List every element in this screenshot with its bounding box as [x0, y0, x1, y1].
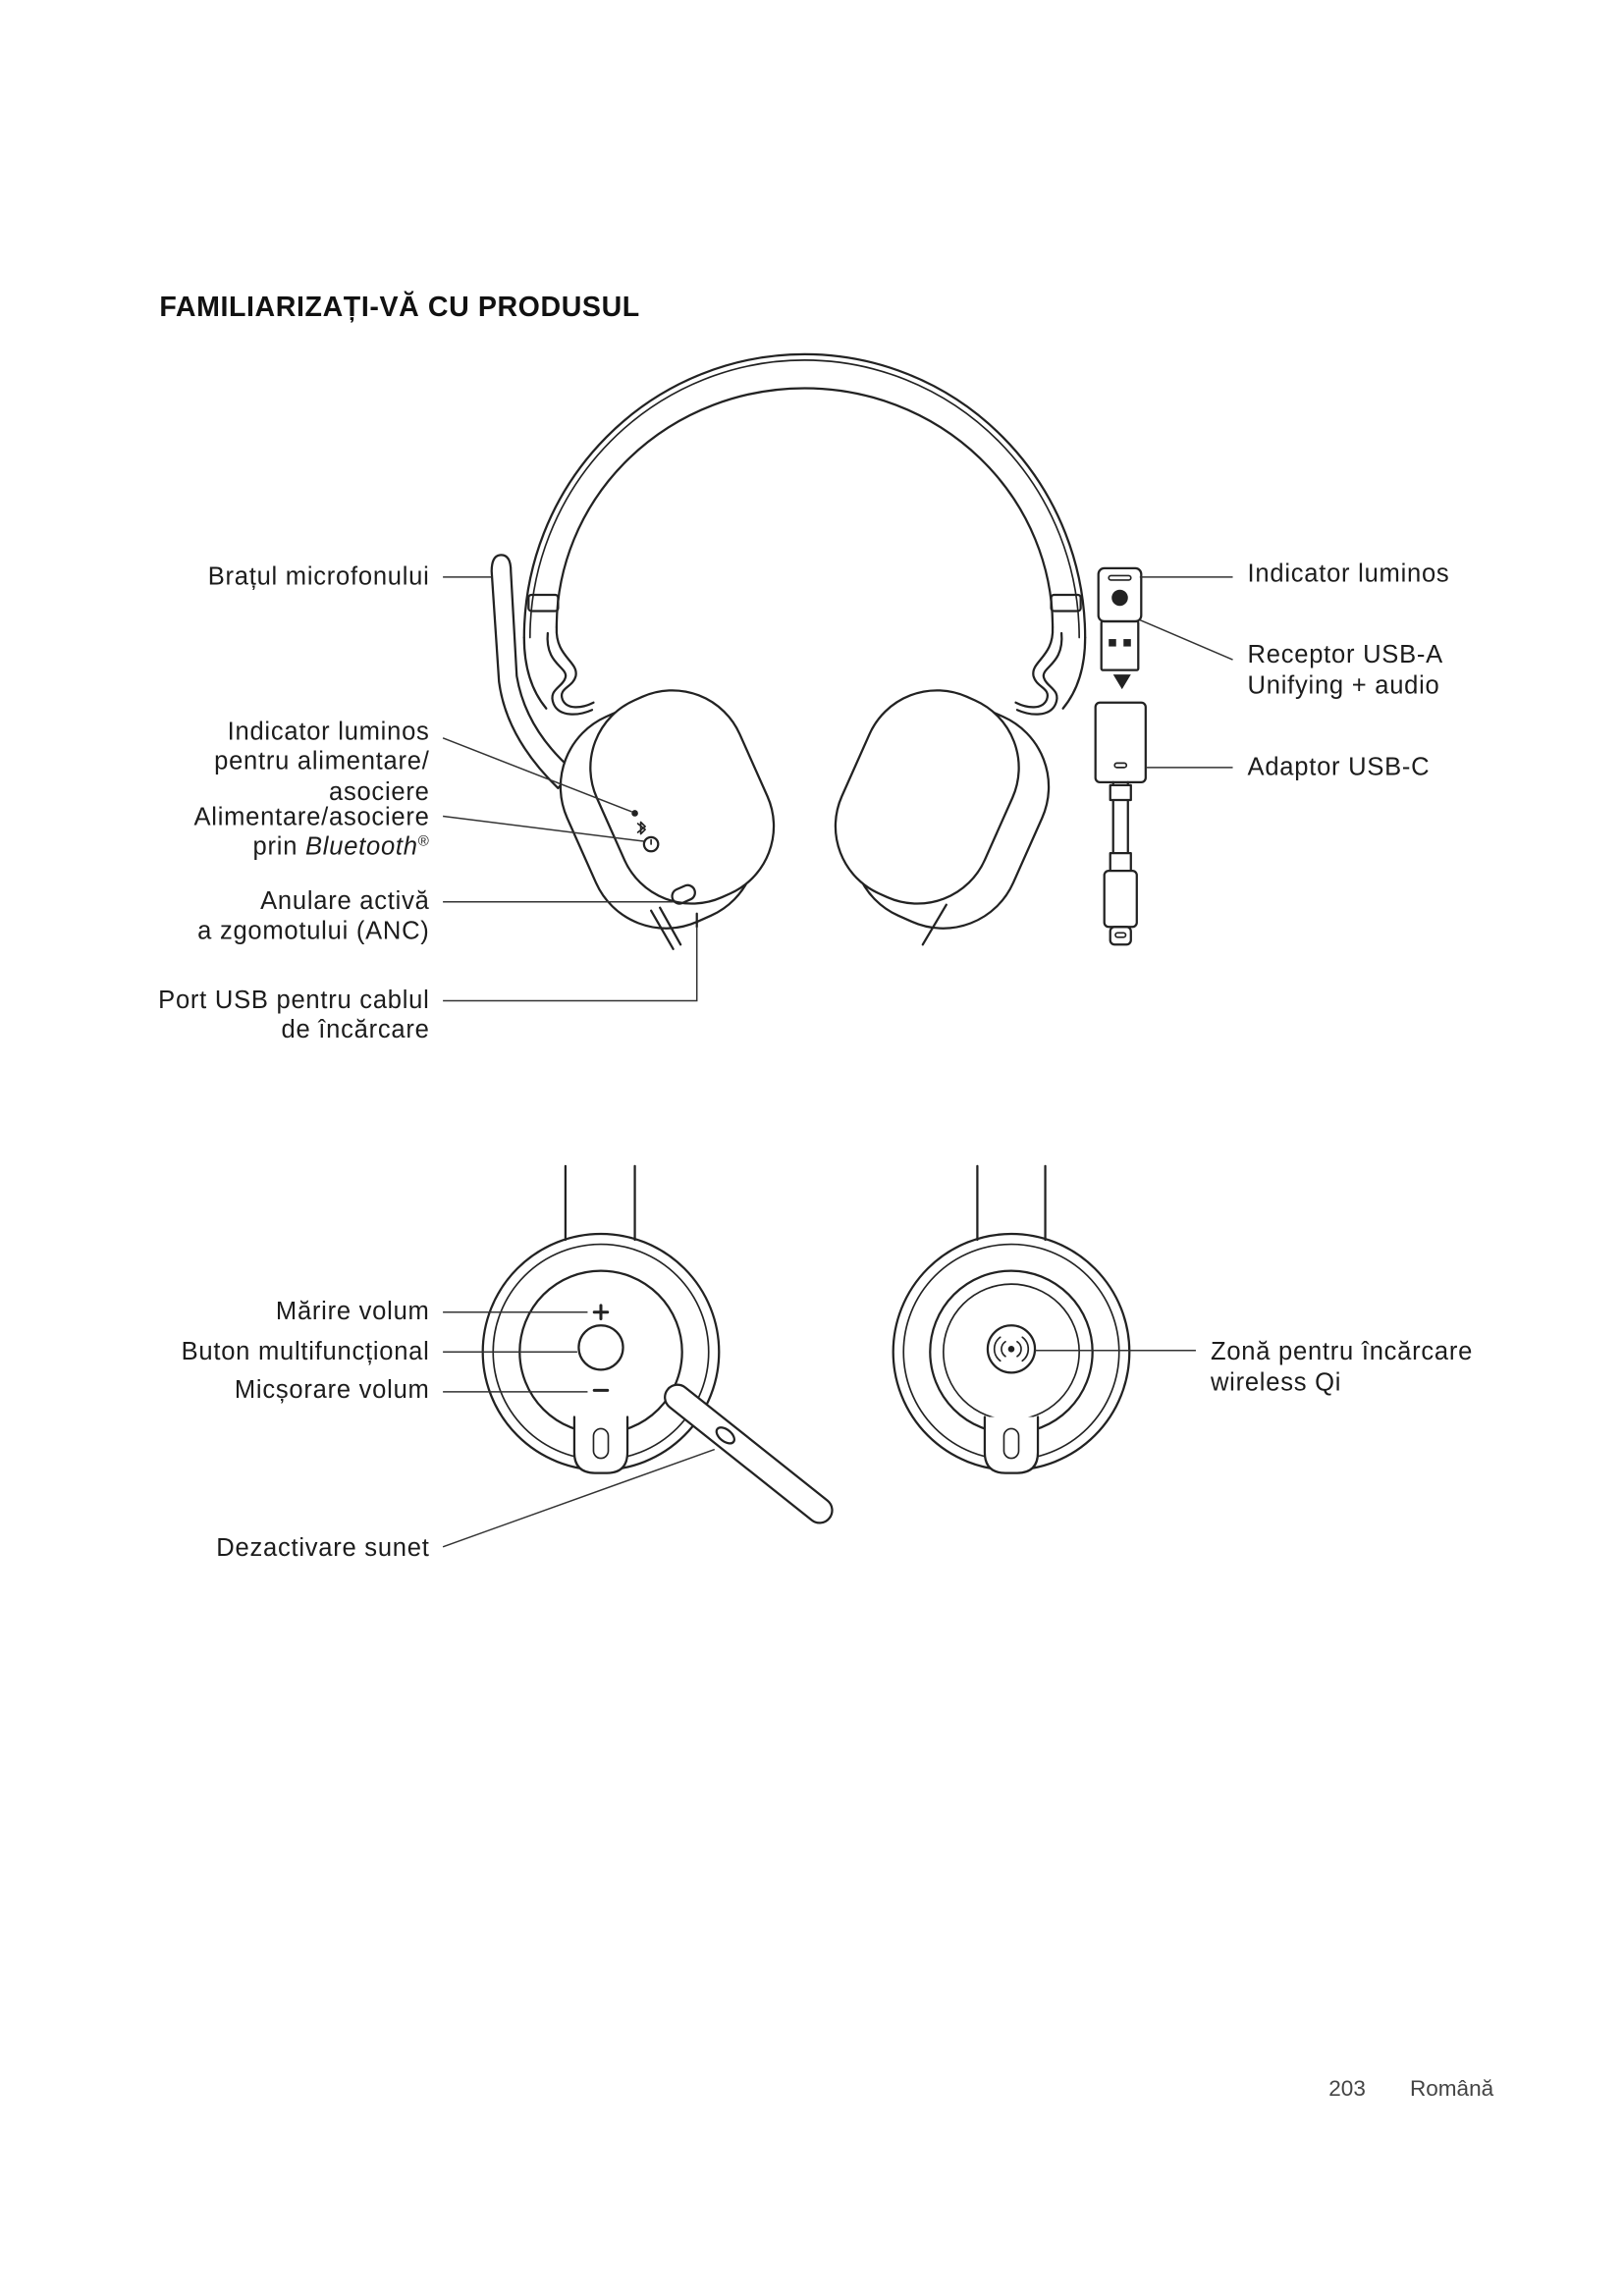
side-view-right: [893, 1166, 1130, 1473]
label-receiver-light: Indicator luminos: [1247, 560, 1450, 588]
side-view-left: [483, 1166, 838, 1528]
headband: [524, 354, 1085, 638]
label-receiver-line2: Unifying + audio: [1247, 671, 1440, 700]
label-volume-down: Micșorare volum: [234, 1375, 430, 1404]
right-yoke: [1015, 627, 1085, 715]
label-adapter: Adaptor USB-C: [1247, 753, 1431, 781]
page-number: 203: [1328, 2076, 1366, 2102]
right-side-band: [977, 1166, 1045, 1240]
logitech-logo-icon: [1111, 590, 1128, 607]
label-bluetooth-prefix: prin: [252, 832, 306, 861]
headset-front-diagram: [492, 354, 1146, 953]
label-bluetooth-button-line1: Alimentare/asociere: [193, 803, 430, 831]
leader-line-usb-port: [443, 927, 697, 1000]
usb-a-receiver: [1099, 568, 1142, 670]
label-multifunction: Buton multifuncțional: [181, 1337, 430, 1365]
label-qi-line1: Zonă pentru încărcare: [1210, 1337, 1474, 1365]
label-volume-up: Mărire volum: [275, 1298, 430, 1326]
leader-line-receiver: [1140, 620, 1233, 661]
left-ear-cup: [536, 667, 797, 952]
label-bluetooth-button-line2: [253, 833, 430, 861]
side-mic-boom: [660, 1380, 838, 1528]
label-status-light-line3: asociere: [328, 777, 430, 806]
label-anc-line1: Anulare activă: [260, 887, 430, 916]
label-bluetooth-registered-mark: ®: [417, 832, 430, 850]
label-status-light-line1: Indicator luminos: [227, 718, 430, 746]
usb-c-adapter: [1096, 703, 1146, 945]
label-usb-port-line2: de încărcare: [281, 1016, 430, 1044]
label-status-light-line2: pentru alimentare/: [214, 747, 430, 775]
label-receiver-line1: Receptor USB-A: [1247, 641, 1443, 669]
label-usb-port-line1: Port USB pentru cablul: [158, 986, 430, 1014]
receiver-light: [1109, 575, 1131, 580]
label-mic-boom: Brațul microfonului: [207, 562, 430, 591]
right-side-yoke-hook: [985, 1416, 1038, 1472]
left-yoke: [524, 627, 594, 715]
left-side-band: [566, 1166, 635, 1240]
label-mute: Dezactivare sunet: [216, 1533, 430, 1562]
label-bluetooth-brand: Bluetooth: [305, 832, 418, 861]
label-anc-line2: a zgomotului (ANC): [197, 917, 430, 945]
wireless-charging-icon: [988, 1325, 1035, 1372]
page-language: Română: [1409, 2076, 1494, 2102]
left-side-yoke-hook: [574, 1416, 627, 1472]
label-qi-line2: wireless Qi: [1210, 1368, 1342, 1397]
status-light: [631, 810, 638, 817]
down-arrow-icon: [1113, 674, 1131, 689]
page-title: FAMILIARIZAȚI-VĂ CU PRODUSUL: [159, 291, 640, 323]
